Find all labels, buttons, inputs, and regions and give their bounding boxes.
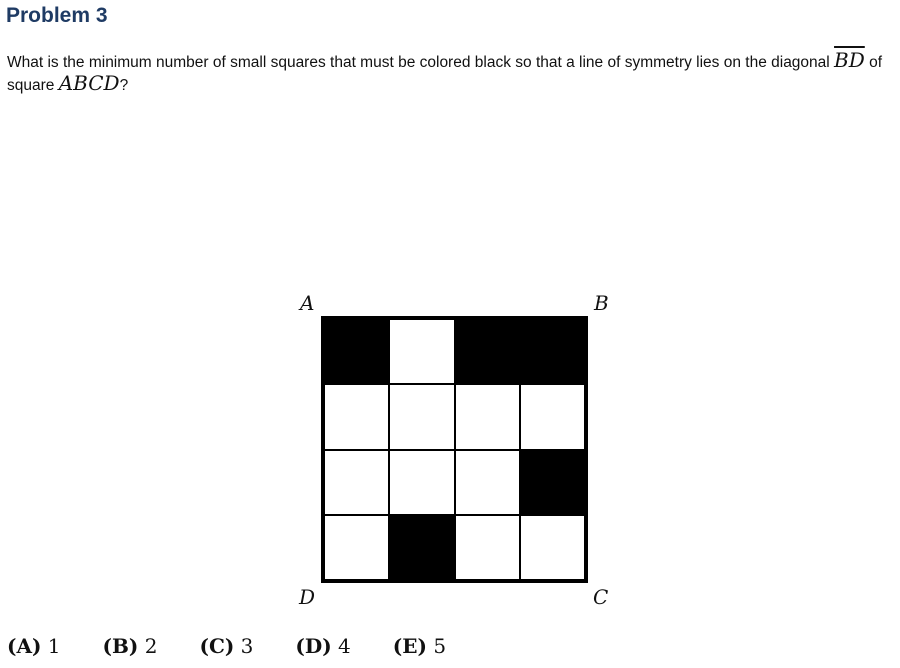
square-name: ABCD xyxy=(58,71,120,95)
choice-letter: (B) xyxy=(102,634,139,658)
choice-letter: (C) xyxy=(199,634,235,658)
white-square xyxy=(455,384,520,449)
answer-choice xyxy=(103,634,158,658)
vertex-label-c: C xyxy=(593,585,609,609)
square-grid xyxy=(321,316,588,583)
choice-value: 2 xyxy=(138,634,158,658)
answer-choice xyxy=(295,634,350,658)
answer-choice xyxy=(393,634,446,658)
white-square xyxy=(455,450,520,515)
answer-choice xyxy=(7,634,61,658)
question-prefix: What is the minimum number of small squares that must be colored black so that a line of symmetry lies on the diagonal xyxy=(7,54,835,71)
vertex-label-d: D xyxy=(299,585,316,609)
question-mid: of square xyxy=(7,54,883,94)
white-square xyxy=(389,384,454,449)
white-square xyxy=(324,450,389,515)
question-suffix: ? xyxy=(119,77,129,94)
black-square xyxy=(324,319,389,384)
white-square xyxy=(520,515,585,580)
question-text xyxy=(7,50,895,96)
black-square xyxy=(520,319,585,384)
white-square xyxy=(455,515,520,580)
black-square xyxy=(455,319,520,384)
vertex-label-b: B xyxy=(594,291,609,315)
choice-value: 5 xyxy=(426,634,447,658)
choice-letter: (D) xyxy=(295,634,332,658)
vertex-label-a: A xyxy=(300,291,315,315)
answer-choice xyxy=(199,634,253,658)
choice-value: 1 xyxy=(41,634,61,658)
answer-choices xyxy=(7,634,488,658)
problem-title: Problem 3 xyxy=(6,4,108,27)
white-square xyxy=(389,450,454,515)
black-square xyxy=(520,450,585,515)
white-square xyxy=(389,319,454,384)
white-square xyxy=(324,384,389,449)
choice-value: 4 xyxy=(331,634,351,658)
choice-letter: (A) xyxy=(7,634,42,658)
choice-value: 3 xyxy=(234,634,254,658)
black-square xyxy=(389,515,454,580)
diagonal-label: $\overline{BD}$ xyxy=(834,48,865,72)
white-square xyxy=(324,515,389,580)
white-square xyxy=(520,384,585,449)
choice-letter: (E) xyxy=(392,634,427,658)
